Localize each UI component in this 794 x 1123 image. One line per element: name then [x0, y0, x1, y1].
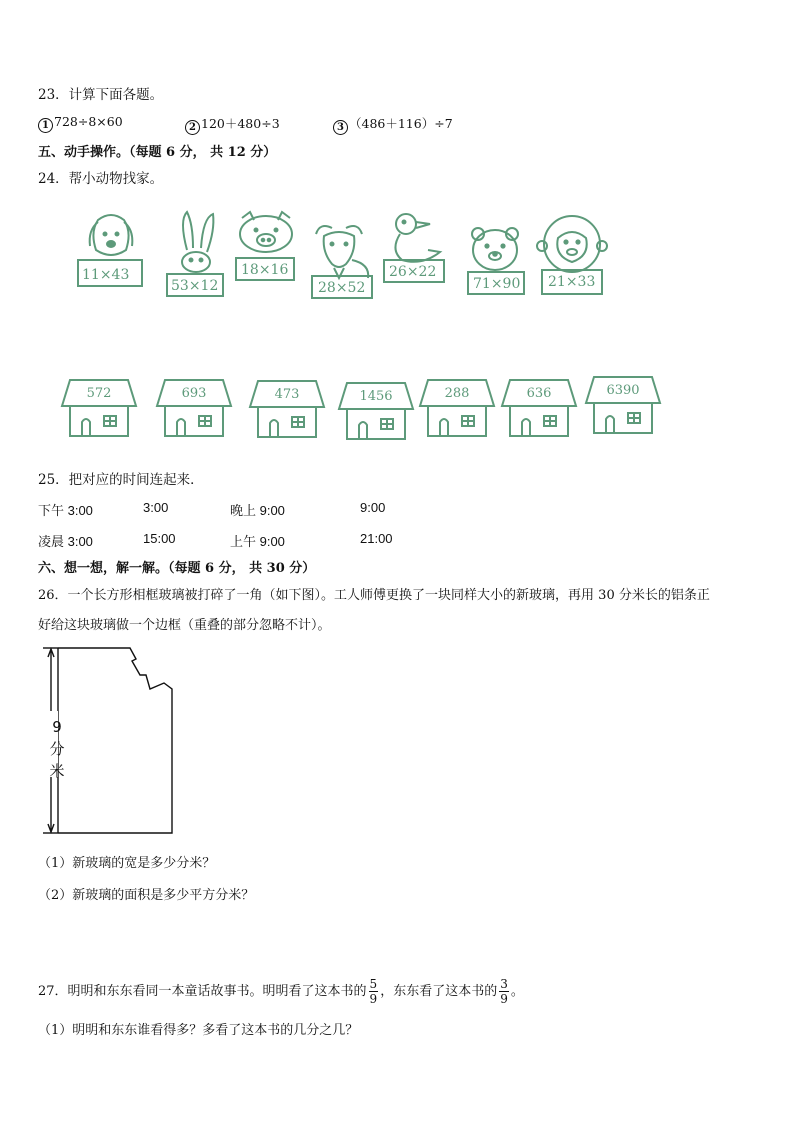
house-6-number: 636	[526, 386, 552, 401]
q26-sub-1: （1）新玻璃的宽是多少分米？	[38, 856, 216, 871]
q23-item-2-expr: 120＋480÷3	[201, 116, 280, 131]
pig-with-sign	[234, 210, 298, 288]
section-6-title: 六、想一想，解一解。（每题 6 分， 共 30 分）	[38, 561, 316, 576]
house-2	[155, 378, 233, 444]
q23-item-3	[333, 114, 453, 135]
q26-line-2: 好给这块玻璃做一个边框（重叠的部分忽略不计）。	[38, 618, 331, 633]
duck-with-sign	[382, 210, 448, 290]
bear-with-sign	[466, 226, 530, 302]
bear-sign-text: 71×90	[473, 276, 521, 292]
goat-with-sign	[306, 220, 376, 306]
circle-number-1: 1	[38, 118, 53, 133]
dimension-unit-1: 分	[49, 740, 65, 758]
house-6	[500, 378, 578, 444]
q27-text-b: ，东东看了这本书的	[380, 984, 498, 999]
q27-text	[38, 972, 524, 1012]
q23-title: 23．计算下面各题。	[38, 87, 164, 103]
house-2-number: 693	[181, 386, 207, 401]
q26-sub-2: （2）新玻璃的面积是多少平方分米？	[38, 888, 255, 903]
house-1-number: 572	[86, 386, 112, 401]
house-3	[248, 379, 326, 445]
house-1	[60, 378, 138, 444]
pig-sign-text: 18×16	[241, 262, 289, 278]
fraction-denominator: 9	[369, 992, 378, 1006]
q25-r2-c1: 凌晨 3:00	[38, 534, 93, 549]
dimension-value: 9	[52, 718, 62, 736]
house-7-number: 6390	[606, 383, 640, 398]
house-5	[418, 378, 496, 444]
house-4-number: 1456	[359, 389, 393, 404]
rabbit-sign-text: 53×12	[171, 278, 219, 294]
dog-with-sign	[76, 210, 146, 294]
q25-r1-c4: 9:00	[360, 500, 386, 515]
dog-sign-text: 11×43	[82, 267, 130, 283]
circle-number-2: 2	[185, 120, 200, 135]
fraction-numerator: 5	[369, 977, 378, 991]
q25-r2-c2: 15:00	[143, 531, 176, 546]
rabbit-with-sign	[165, 210, 227, 304]
q25-r2-c4: 21:00	[360, 531, 393, 546]
q25-r2-c3: 上午 9:00	[230, 534, 285, 549]
section-5-title: 五、动手操作。（每题 6 分， 共 12 分）	[38, 145, 277, 160]
fraction-5-9	[369, 977, 379, 1006]
dimension-unit-2: 米	[49, 762, 65, 780]
q25-title: 25．把对应的时间连起来．	[38, 472, 204, 488]
house-4	[337, 381, 415, 447]
broken-glass-outline	[58, 648, 172, 833]
duck-sign-text: 26×22	[389, 264, 437, 280]
monkey-with-sign	[538, 216, 610, 302]
q26-line-1: 26．一个长方形相框玻璃被打碎了一角（如下图）。工人师傅更换了一块同样大小的新玻璃，再用 30 分米长的铝条正	[38, 588, 710, 603]
house-3-number: 473	[274, 387, 300, 402]
goat-sign-text: 28×52	[318, 280, 366, 296]
q25-r1-c3: 晚上 9:00	[230, 503, 285, 518]
q27-text-c: 。	[510, 984, 524, 999]
house-5-number: 288	[444, 386, 470, 401]
q23-item-3-expr: （486＋116）÷7	[349, 116, 453, 131]
monkey-sign-text: 21×33	[548, 274, 596, 290]
q23-item-1-expr: 728÷8×60	[54, 114, 123, 129]
q27-sub-1: （1）明明和东东谁看得多？多看了这本书的几分之几？	[38, 1023, 359, 1038]
dimension-label	[48, 716, 66, 782]
q23-item-1	[38, 114, 123, 133]
q23-item-2	[185, 114, 280, 135]
q27-text-a: 27．明明和东东看同一本童话故事书。明明看了这本书的	[38, 984, 367, 999]
fraction-denominator: 9	[500, 992, 508, 1006]
q25-r1-c2: 3:00	[143, 500, 169, 515]
house-7	[584, 375, 662, 441]
q25-r1-c1: 下午 3:00	[38, 503, 93, 518]
q24-title: 24．帮小动物找家。	[38, 171, 164, 187]
circle-number-3: 3	[333, 120, 348, 135]
fraction-3-9	[499, 977, 509, 1006]
fraction-numerator: 3	[500, 977, 508, 991]
